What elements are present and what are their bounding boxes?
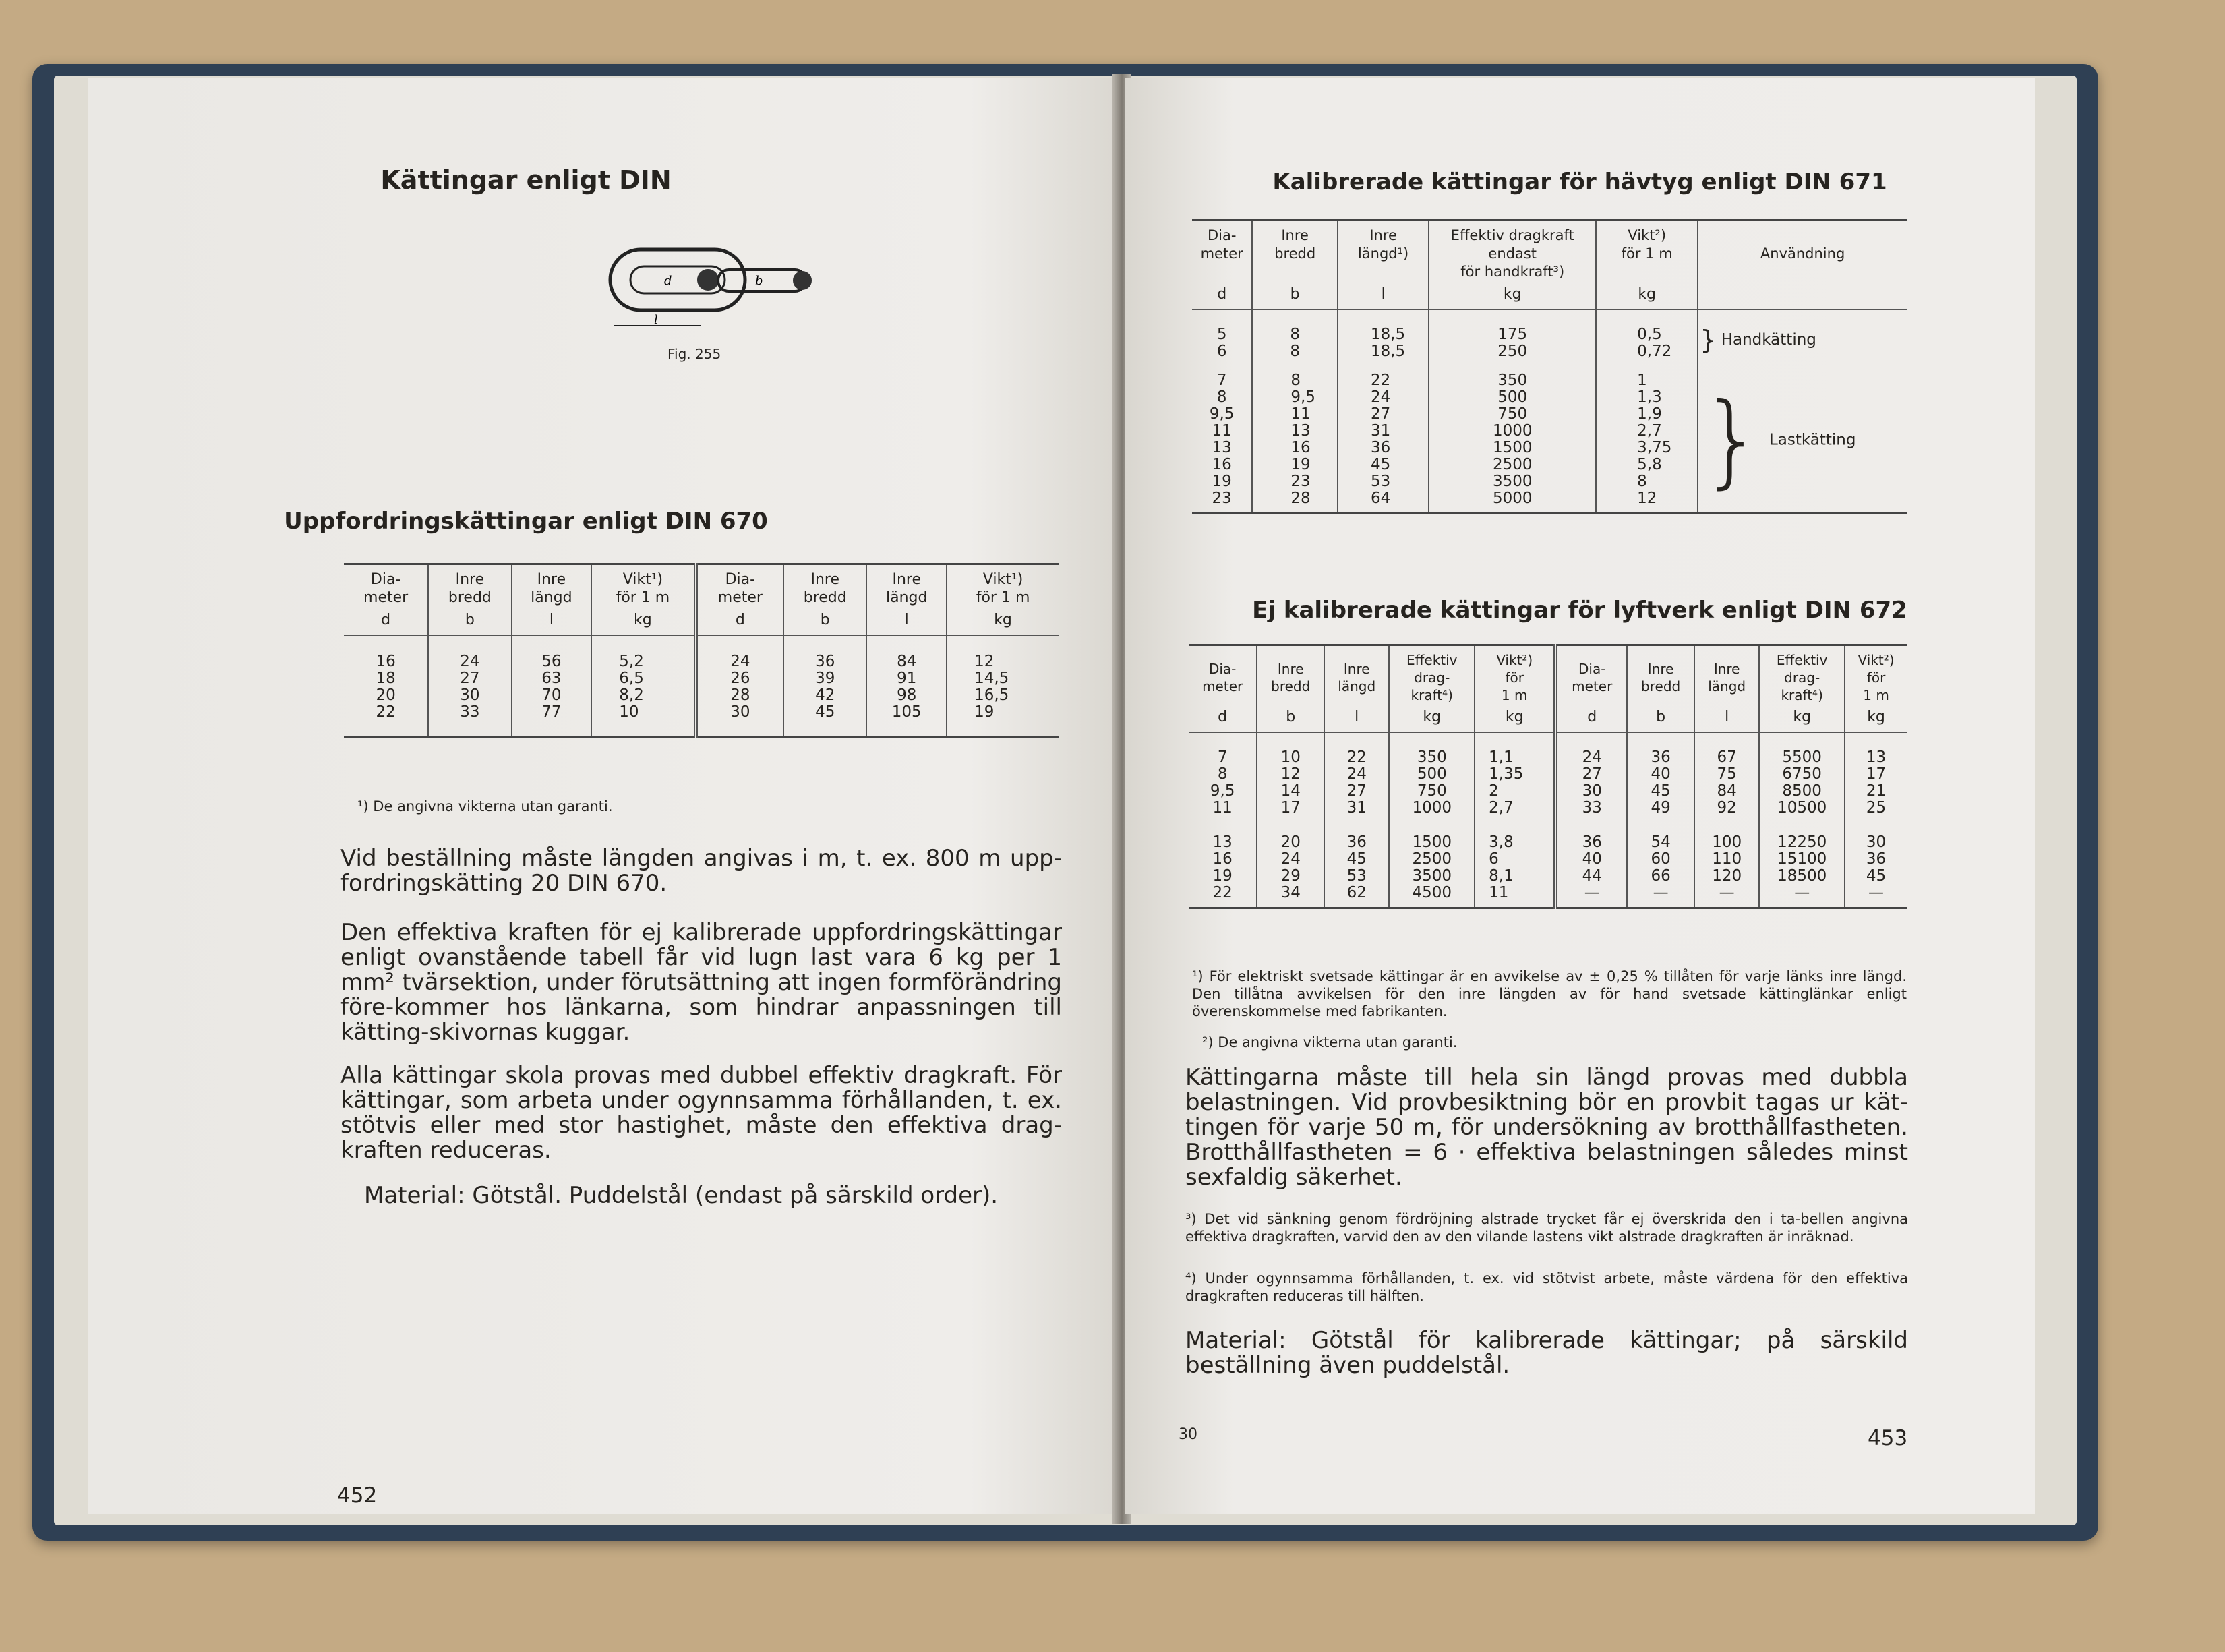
data-column: 36 40 45 49 [1627, 732, 1694, 822]
unit-cell: d [344, 610, 428, 635]
data-column: 350 500 750 1000 1500 2500 3500 5000 [1429, 365, 1596, 514]
paragraph-testing: Alla kättingar skola provas med dubbel effektiv dragkraft. För kättingar, som arbeta under ogynnsamma förhållanden, t. ex. stötvis eller med stor hastighet, måste den effektiva drag-kraften reduceras. [340, 1062, 1062, 1164]
data-column: 56 63 70 77 [512, 635, 592, 736]
col-header: Inre längd [866, 564, 947, 610]
data-column: 1 1,3 1,9 2,7 3,75 5,8 8 12 [1596, 365, 1698, 514]
din671-table [1192, 219, 1907, 514]
unit-cell: l [866, 610, 947, 635]
material-note: Material: Götstål för kalibrerade kättingar; på särskild beställning även puddelstål. [1185, 1327, 1908, 1379]
data-column: 5500 6750 8500 10500 [1759, 732, 1845, 822]
col-header: Effektiv drag- kraft⁴) [1389, 645, 1475, 707]
data-column: 5,2 6,5 8,2 10 [591, 635, 695, 736]
unit-cell: b [428, 610, 511, 635]
usage-label: Lastkätting [1769, 431, 1856, 449]
data-column: 24 27 30 33 [428, 635, 511, 736]
page-number: 452 [337, 1483, 378, 1508]
data-column: 12250 15100 18500 — [1759, 822, 1845, 908]
right-page [1125, 78, 2035, 1514]
left-page [88, 78, 1126, 1514]
col-header: Vikt²) för 1 m [1596, 220, 1698, 285]
usage-load-chain: } Lastkätting [1698, 365, 1907, 514]
col-header: Vikt¹) för 1 m [947, 564, 1059, 610]
data-column: 54 60 66 — [1627, 822, 1694, 908]
unit-cell: d [696, 610, 784, 635]
unit-cell: kg [1475, 707, 1555, 732]
signature-mark: 30 [1179, 1426, 1197, 1443]
unit-cell: l [1694, 707, 1759, 732]
data-column: 8 9,5 11 13 16 19 23 28 [1252, 365, 1338, 514]
data-column: 8 8 [1252, 309, 1338, 365]
data-column: 84 91 98 105 [866, 635, 947, 736]
col-header: Vikt¹) för 1 m [591, 564, 695, 610]
col-header: Dia- meter [1555, 645, 1627, 707]
data-column: 3,8 6 8,1 11 [1475, 822, 1555, 908]
col-header: Inre bredd [1252, 220, 1338, 285]
unit-cell [1698, 284, 1907, 309]
data-column: 12 14,5 16,5 19 [947, 635, 1059, 736]
data-column: 7 8 9,5 11 13 16 19 23 [1209, 372, 1235, 507]
din672-table [1189, 644, 1907, 909]
unit-cell: kg [1389, 707, 1475, 732]
data-column: 20 24 29 34 [1257, 822, 1324, 908]
data-column: 100 110 120 — [1694, 822, 1759, 908]
data-column: 18,5 18,5 [1338, 309, 1429, 365]
chain-link-figure [600, 236, 816, 337]
paragraph-testing: Kättingarna måste till hela sin längd provas med dubbla belastningen. Vid provbesiktning bör en provbit tagas ur kät-tingen för varje 50 m, för undersökning av brotthållfastheten. Brotthållfastheten = 6 · effektiva belastningen således minst sexfaldig säkerhet. [1185, 1064, 1908, 1191]
data-column: 36 39 42 45 [783, 635, 866, 736]
unit-cell: d [1192, 284, 1252, 309]
data-column: 0,5 0,72 [1596, 309, 1698, 365]
col-header: Dia- meter [696, 564, 784, 610]
data-column: 350 500 750 1000 [1389, 732, 1475, 822]
paragraph-order: Vid beställning måste längden angivas i m, t. ex. 800 m upp-fordringskätting 20 DIN 670. [340, 845, 1062, 897]
col-header: Inre längd [1694, 645, 1759, 707]
unit-cell: l [1338, 284, 1429, 309]
table-title: Uppfordringskättingar enligt DIN 670 [284, 508, 768, 535]
col-header: Inre bredd [1627, 645, 1694, 707]
data-column: 1,1 1,35 2 2,7 [1475, 732, 1555, 822]
unit-cell: b [1252, 284, 1338, 309]
data-column: 30 36 45 — [1845, 822, 1907, 908]
table1-title: Kalibrerade kättingar för hävtyg enligt DIN 671 [1272, 169, 1887, 196]
page-number: 453 [1868, 1426, 1908, 1450]
data-column: 10 12 14 17 [1257, 732, 1324, 822]
data-column: 13 17 21 25 [1845, 732, 1907, 822]
col-header: Användning [1698, 220, 1907, 285]
unit-cell: kg [1759, 707, 1845, 732]
unit-cell: kg [591, 610, 695, 635]
unit-cell: b [783, 610, 866, 635]
data-column: 175 250 [1429, 309, 1596, 365]
data-column: 13 16 19 22 [1212, 833, 1233, 902]
data-column: 22 24 27 31 36 45 53 64 [1338, 365, 1429, 514]
col-header: Inre längd [512, 564, 592, 610]
footnote-1: ¹) De angivna vikterna utan garanti. [357, 798, 613, 815]
col-header: Inre bredd [783, 564, 866, 610]
data-column: 36 40 44 — [1555, 822, 1627, 908]
footnote-1: ¹) För elektriskt svetsade kättingar är en avvikelse av ± 0,25 % tillåten för varje länks inre längd. Den tillåtna avvikelsen för den inre längden av för hand svetsade kättinglänkar enligt överenskommelse med fabrikanten. [1192, 968, 1907, 1020]
unit-cell: kg [1845, 707, 1907, 732]
fig-label-d: d [664, 274, 672, 288]
col-header: Inre längd [1324, 645, 1389, 707]
col-header: Vikt²) för 1 m [1845, 645, 1907, 707]
figure-caption: Fig. 255 [668, 346, 721, 362]
unit-cell: b [1627, 707, 1694, 732]
unit-cell: kg [947, 610, 1059, 635]
fig-label-b: b [755, 274, 763, 288]
unit-cell: kg [1596, 284, 1698, 309]
fig-label-l: l [654, 313, 658, 327]
col-header: Inre längd¹) [1338, 220, 1429, 285]
col-header: Inre bredd [428, 564, 511, 610]
unit-cell: l [512, 610, 592, 635]
data-column: 24 27 30 33 [1555, 732, 1627, 822]
footnote-4: ⁴) Under ogynnsamma förhållanden, t. ex. vid stötvist arbete, måste värdena för den effektiva dragkraften reduceras till hälften. [1185, 1270, 1908, 1304]
data-column: 22 24 27 31 [1324, 732, 1389, 822]
footnote-3: ³) Det vid sänkning genom fördröjning alstrade trycket får ej överskrida den i ta-bellen angivna effektiva dragkraften, varvid den av den vilande lastens vikt alstrade dragkraften är inräknad. [1185, 1211, 1908, 1245]
unit-cell: kg [1429, 284, 1596, 309]
footnote-2: ²) De angivna vikterna utan garanti. [1202, 1034, 1458, 1051]
col-header: Vikt²) för 1 m [1475, 645, 1555, 707]
data-column: 1500 2500 3500 4500 [1389, 822, 1475, 908]
col-header: Dia- meter [1202, 661, 1243, 695]
col-header: Effektiv dragkraft endast för handkraft³) [1429, 220, 1596, 285]
col-header: Inre bredd [1257, 645, 1324, 707]
unit-cell: l [1324, 707, 1389, 732]
data-column: 16 18 20 22 [376, 653, 396, 721]
usage-hand-chain: } Handkätting [1698, 309, 1907, 365]
table2-title: Ej kalibrerade kättingar för lyftverk enligt DIN 672 [1252, 597, 1907, 624]
col-header: Dia- meter [1200, 227, 1243, 262]
material-note: Material: Götstål. Puddelstål (endast på särskild order). [364, 1182, 999, 1209]
page-title: Kättingar enligt DIN [380, 165, 672, 195]
data-column: 67 75 84 92 [1694, 732, 1759, 822]
unit-cell: d [1189, 707, 1257, 732]
col-header: Effektiv drag- kraft⁴) [1759, 645, 1845, 707]
unit-cell: b [1257, 707, 1324, 732]
din670-table [344, 563, 1059, 738]
data-column: 36 45 53 62 [1324, 822, 1389, 908]
col-header: Dia- meter [363, 571, 409, 606]
data-column: 7 8 9,5 11 [1210, 748, 1235, 817]
data-column: 24 26 28 30 [696, 635, 784, 736]
data-column: 5 6 [1216, 326, 1227, 360]
unit-cell: d [1555, 707, 1627, 732]
paragraph-effective-force: Den effektiva kraften för ej kalibrerade uppfordringskättingar enligt ovanstående tabell får vid lugn last vara 6 kg per 1 mm² tvärsektion, under förutsättning att ingen formförändring före-kommer hos länkarna, som hindrar anpassningen till kätting-skivornas kuggar. [340, 919, 1062, 1046]
usage-label: Handkätting [1721, 331, 1816, 349]
